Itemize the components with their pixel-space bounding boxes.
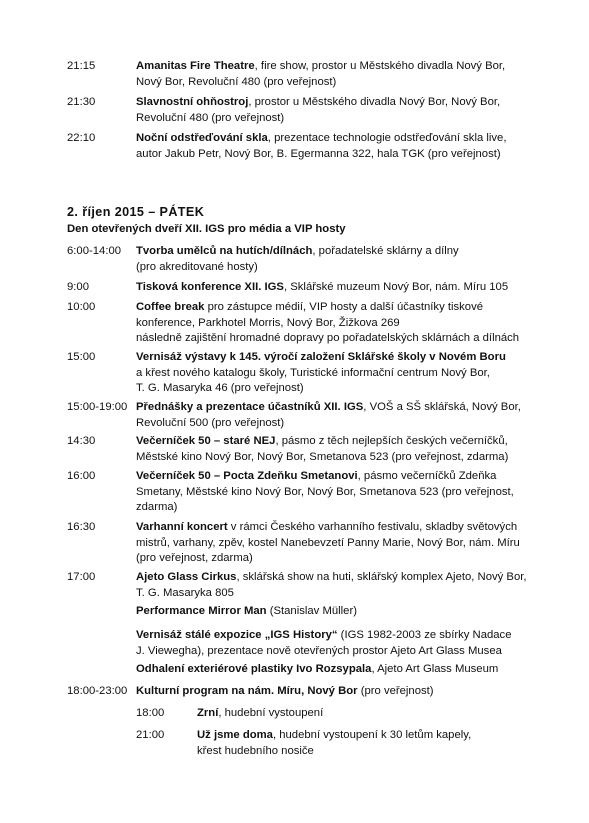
desc-line xyxy=(136,59,536,75)
event-title: Zrní xyxy=(197,707,219,719)
desc-line xyxy=(136,604,536,620)
entry-time: 15:00 xyxy=(67,351,96,363)
day-subheading: Den otevřených dveří XII. IGS pro média a VIP hosty xyxy=(67,223,346,235)
sub-entry-description xyxy=(197,728,537,759)
entry-time: 16:30 xyxy=(67,521,96,533)
desc-line: J. Viewegha), prezentace nově otevřených prostor Ajeto Art Glass Musea xyxy=(136,644,502,657)
desc-line xyxy=(136,244,536,260)
event-title: Performance Mirror Man xyxy=(136,605,267,617)
desc-text: , pásmo večerníčků Zdeňka xyxy=(357,470,497,482)
desc-text: , hudební vystoupení k 30 letům kapely, xyxy=(272,729,472,741)
entry-description xyxy=(136,662,536,678)
entry-time: 9:00 xyxy=(67,281,89,293)
desc-line xyxy=(136,662,536,678)
event-title: Amanitas Fire Theatre xyxy=(136,60,255,72)
desc-line xyxy=(197,728,537,744)
desc-line: následně zajištění hromadné dopravy po pořadatelských sklárnách a dílnách xyxy=(136,332,520,344)
desc-line: T. G. Masaryka 46 (pro veřejnost) xyxy=(136,382,304,394)
desc-line xyxy=(136,684,536,700)
desc-text: , sklářská show na huti, sklářský komplex Ajeto, Nový Bor, xyxy=(236,571,527,583)
desc-line xyxy=(136,570,536,586)
desc-line xyxy=(136,300,536,316)
event-title: Ajeto Glass Cirkus xyxy=(136,571,237,583)
desc-line xyxy=(136,520,536,536)
entry-description xyxy=(136,604,536,620)
event-title: Už jsme doma xyxy=(197,729,273,741)
desc-line: konference, Parkhotel Morris, Nový Bor, Žižkova 269 xyxy=(136,316,400,329)
event-title: Odhalení exteriérové plastiky Ivo Rozsypala xyxy=(136,663,372,675)
desc-line: křest hudebního nosiče xyxy=(197,744,314,757)
day-heading: 2. říjen 2015 – PÁTEK xyxy=(67,205,205,219)
entry-description xyxy=(136,570,536,601)
desc-line: (pro veřejnost, zdarma) xyxy=(136,552,253,564)
desc-text: v rámci Českého varhanního festivalu, skladby světových xyxy=(227,521,518,533)
desc-line xyxy=(136,350,536,366)
desc-line xyxy=(197,706,537,722)
entry-description xyxy=(136,244,536,275)
desc-line xyxy=(136,400,536,416)
desc-line xyxy=(136,469,536,485)
desc-line xyxy=(136,434,536,450)
desc-line: Smetany, Městské kino Nový Bor, Nový Bor, Smetanova 523 (pro veřejnost, xyxy=(136,485,514,498)
event-title: Tvorba umělců na hutích/dílnách xyxy=(136,245,313,257)
desc-line xyxy=(136,131,536,147)
entry-time: 10:00 xyxy=(67,301,96,313)
entry-time: 18:00-23:00 xyxy=(67,685,128,697)
entry-time: 15:00-19:00 xyxy=(67,401,128,413)
desc-line xyxy=(136,95,536,111)
desc-line: Revoluční 500 (pro veřejnost) xyxy=(136,416,285,429)
desc-text: , Ajeto Art Glass Museum xyxy=(371,663,499,675)
desc-text: , prezentace technologie odstřeďování skla live, xyxy=(267,132,507,144)
entry-description xyxy=(136,59,536,90)
entry-description xyxy=(136,628,536,659)
event-title: Kulturní program na nám. Míru, Nový Bor xyxy=(136,685,358,697)
event-title: Coffee break xyxy=(136,301,205,313)
desc-line: Nový Bor, Revoluční 480 (pro veřejnost) xyxy=(136,75,337,88)
entry-time: 16:00 xyxy=(67,470,96,482)
desc-line: Městské kino Nový Bor, Nový Bor, Smetanova 523 (pro veřejnost, zdarma) xyxy=(136,450,509,463)
desc-line: a křest nového katalogu školy, Turistické informační centrum Nový Bor, xyxy=(136,366,490,379)
event-title: Vernisáž výstavy k 145. výročí založení Sklářské školy v Novém Boru xyxy=(136,351,506,363)
desc-line: (pro akreditované hosty) xyxy=(136,260,258,273)
desc-line xyxy=(136,280,536,296)
desc-text: , pásmo z těch nejlepších českých večerníčků, xyxy=(275,435,508,447)
desc-text: , VOŠ a SŠ sklářská, Nový Bor, xyxy=(363,401,521,413)
sub-entry-time: 21:00 xyxy=(136,729,165,741)
entry-description xyxy=(136,131,536,162)
entry-time: 21:15 xyxy=(67,60,96,72)
entry-description xyxy=(136,434,536,465)
desc-line: autor Jakub Petr, Nový Bor, B. Egermanna 322, hala TGK (pro veřejnost) xyxy=(136,147,501,160)
desc-text: , hudební vystoupení xyxy=(218,707,324,719)
entry-description xyxy=(136,400,536,431)
desc-text: (IGS 1982-2003 ze sbírky Nadace xyxy=(337,629,512,641)
desc-text: (pro veřejnost) xyxy=(357,685,434,697)
entry-description xyxy=(136,350,536,397)
sub-entry-time: 18:00 xyxy=(136,707,165,719)
desc-text: pro zástupce médií, VIP hosty a další účastníky tiskové xyxy=(204,301,484,313)
event-title: Slavnostní ohňostroj xyxy=(136,96,249,108)
desc-text: , prostor u Městského divadla Nový Bor, Nový Bor, xyxy=(248,96,501,108)
desc-line: zdarma) xyxy=(136,501,178,513)
desc-line: Revoluční 480 (pro veřejnost) xyxy=(136,111,285,124)
entry-description xyxy=(136,300,536,347)
entry-time: 22:10 xyxy=(67,132,96,144)
event-title: Večerníček 50 – staré NEJ xyxy=(136,435,276,447)
desc-text: , fire show, prostor u Městského divadla Nový Bor, xyxy=(254,60,506,72)
entry-time: 17:00 xyxy=(67,571,96,583)
desc-line: T. G. Masaryka 805 xyxy=(136,586,234,599)
entry-time: 6:00-14:00 xyxy=(67,245,122,257)
entry-time: 21:30 xyxy=(67,96,96,108)
sub-entry-description xyxy=(197,706,537,722)
event-title: Noční odstřeďování skla xyxy=(136,132,268,144)
event-title: Přednášky a prezentace účastníků XII. IGS xyxy=(136,401,364,413)
desc-line: mistrů, varhany, zpěv, kostel Nanebevzetí Panny Marie, Nový Bor, nám. Míru xyxy=(136,536,520,549)
entry-description xyxy=(136,469,536,516)
desc-text: (Stanislav Müller) xyxy=(266,605,357,617)
event-title: Vernisáž stálé expozice „IGS History“ xyxy=(136,629,338,641)
entry-description xyxy=(136,280,536,296)
desc-text: , pořadatelské sklárny a dílny xyxy=(312,245,459,257)
entry-description xyxy=(136,95,536,126)
desc-text: , Sklářské muzeum Nový Bor, nám. Míru 105 xyxy=(283,281,509,293)
entry-description xyxy=(136,520,536,567)
entry-description xyxy=(136,684,536,700)
event-title: Tisková konference XII. IGS xyxy=(136,281,284,293)
event-title: Večerníček 50 – Pocta Zdeňku Smetanovi xyxy=(136,470,358,482)
entry-time: 14:30 xyxy=(67,435,96,447)
event-title: Varhanní koncert xyxy=(136,521,228,533)
desc-line xyxy=(136,628,536,644)
